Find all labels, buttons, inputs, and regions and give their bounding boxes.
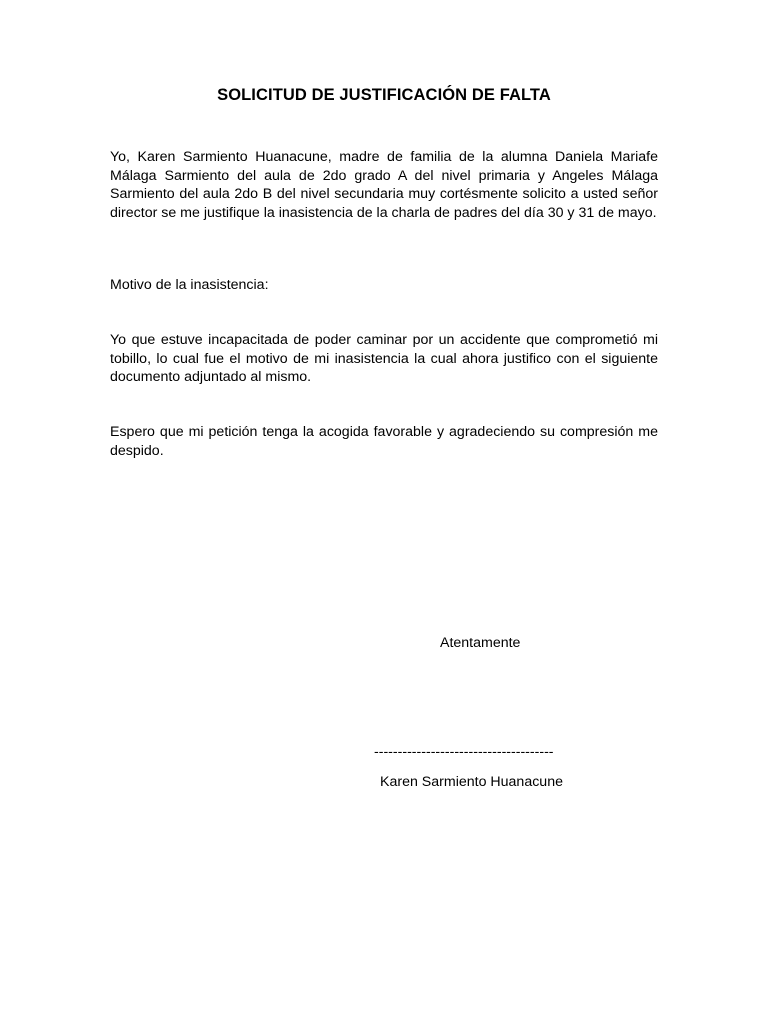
document-title: SOLICITUD DE JUSTIFICACIÓN DE FALTA [217, 86, 551, 104]
reason-paragraph: Yo que estuve incapacitada de poder caminar por un accidente que comprometió mi tobillo, lo cual fue el motivo de mi inasistencia la cual ahora justifico con el siguiente documento adjuntado al mismo. [110, 332, 658, 386]
reason-heading: Motivo de la inasistencia: [110, 277, 269, 293]
farewell-paragraph: Espero que mi petición tenga la acogida favorable y agradeciendo su compresión me despido. [110, 424, 658, 459]
signer-name: Karen Sarmiento Huanacune [380, 774, 563, 790]
request-paragraph: Yo, Karen Sarmiento Huanacune, madre de familia de la alumna Daniela Mariafe Málaga Sarmiento del aula de 2do grado A del nivel primaria y Angeles Málaga Sarmiento del aula 2do B del nivel secundaria muy cortésmente solicito a usted señor director se me justifique la inasistencia de la charla de padres del día 30 y 31 de mayo. [110, 149, 658, 221]
signature-line: -------------------------------------- [374, 744, 554, 760]
closing-text: Atentamente [440, 635, 521, 651]
